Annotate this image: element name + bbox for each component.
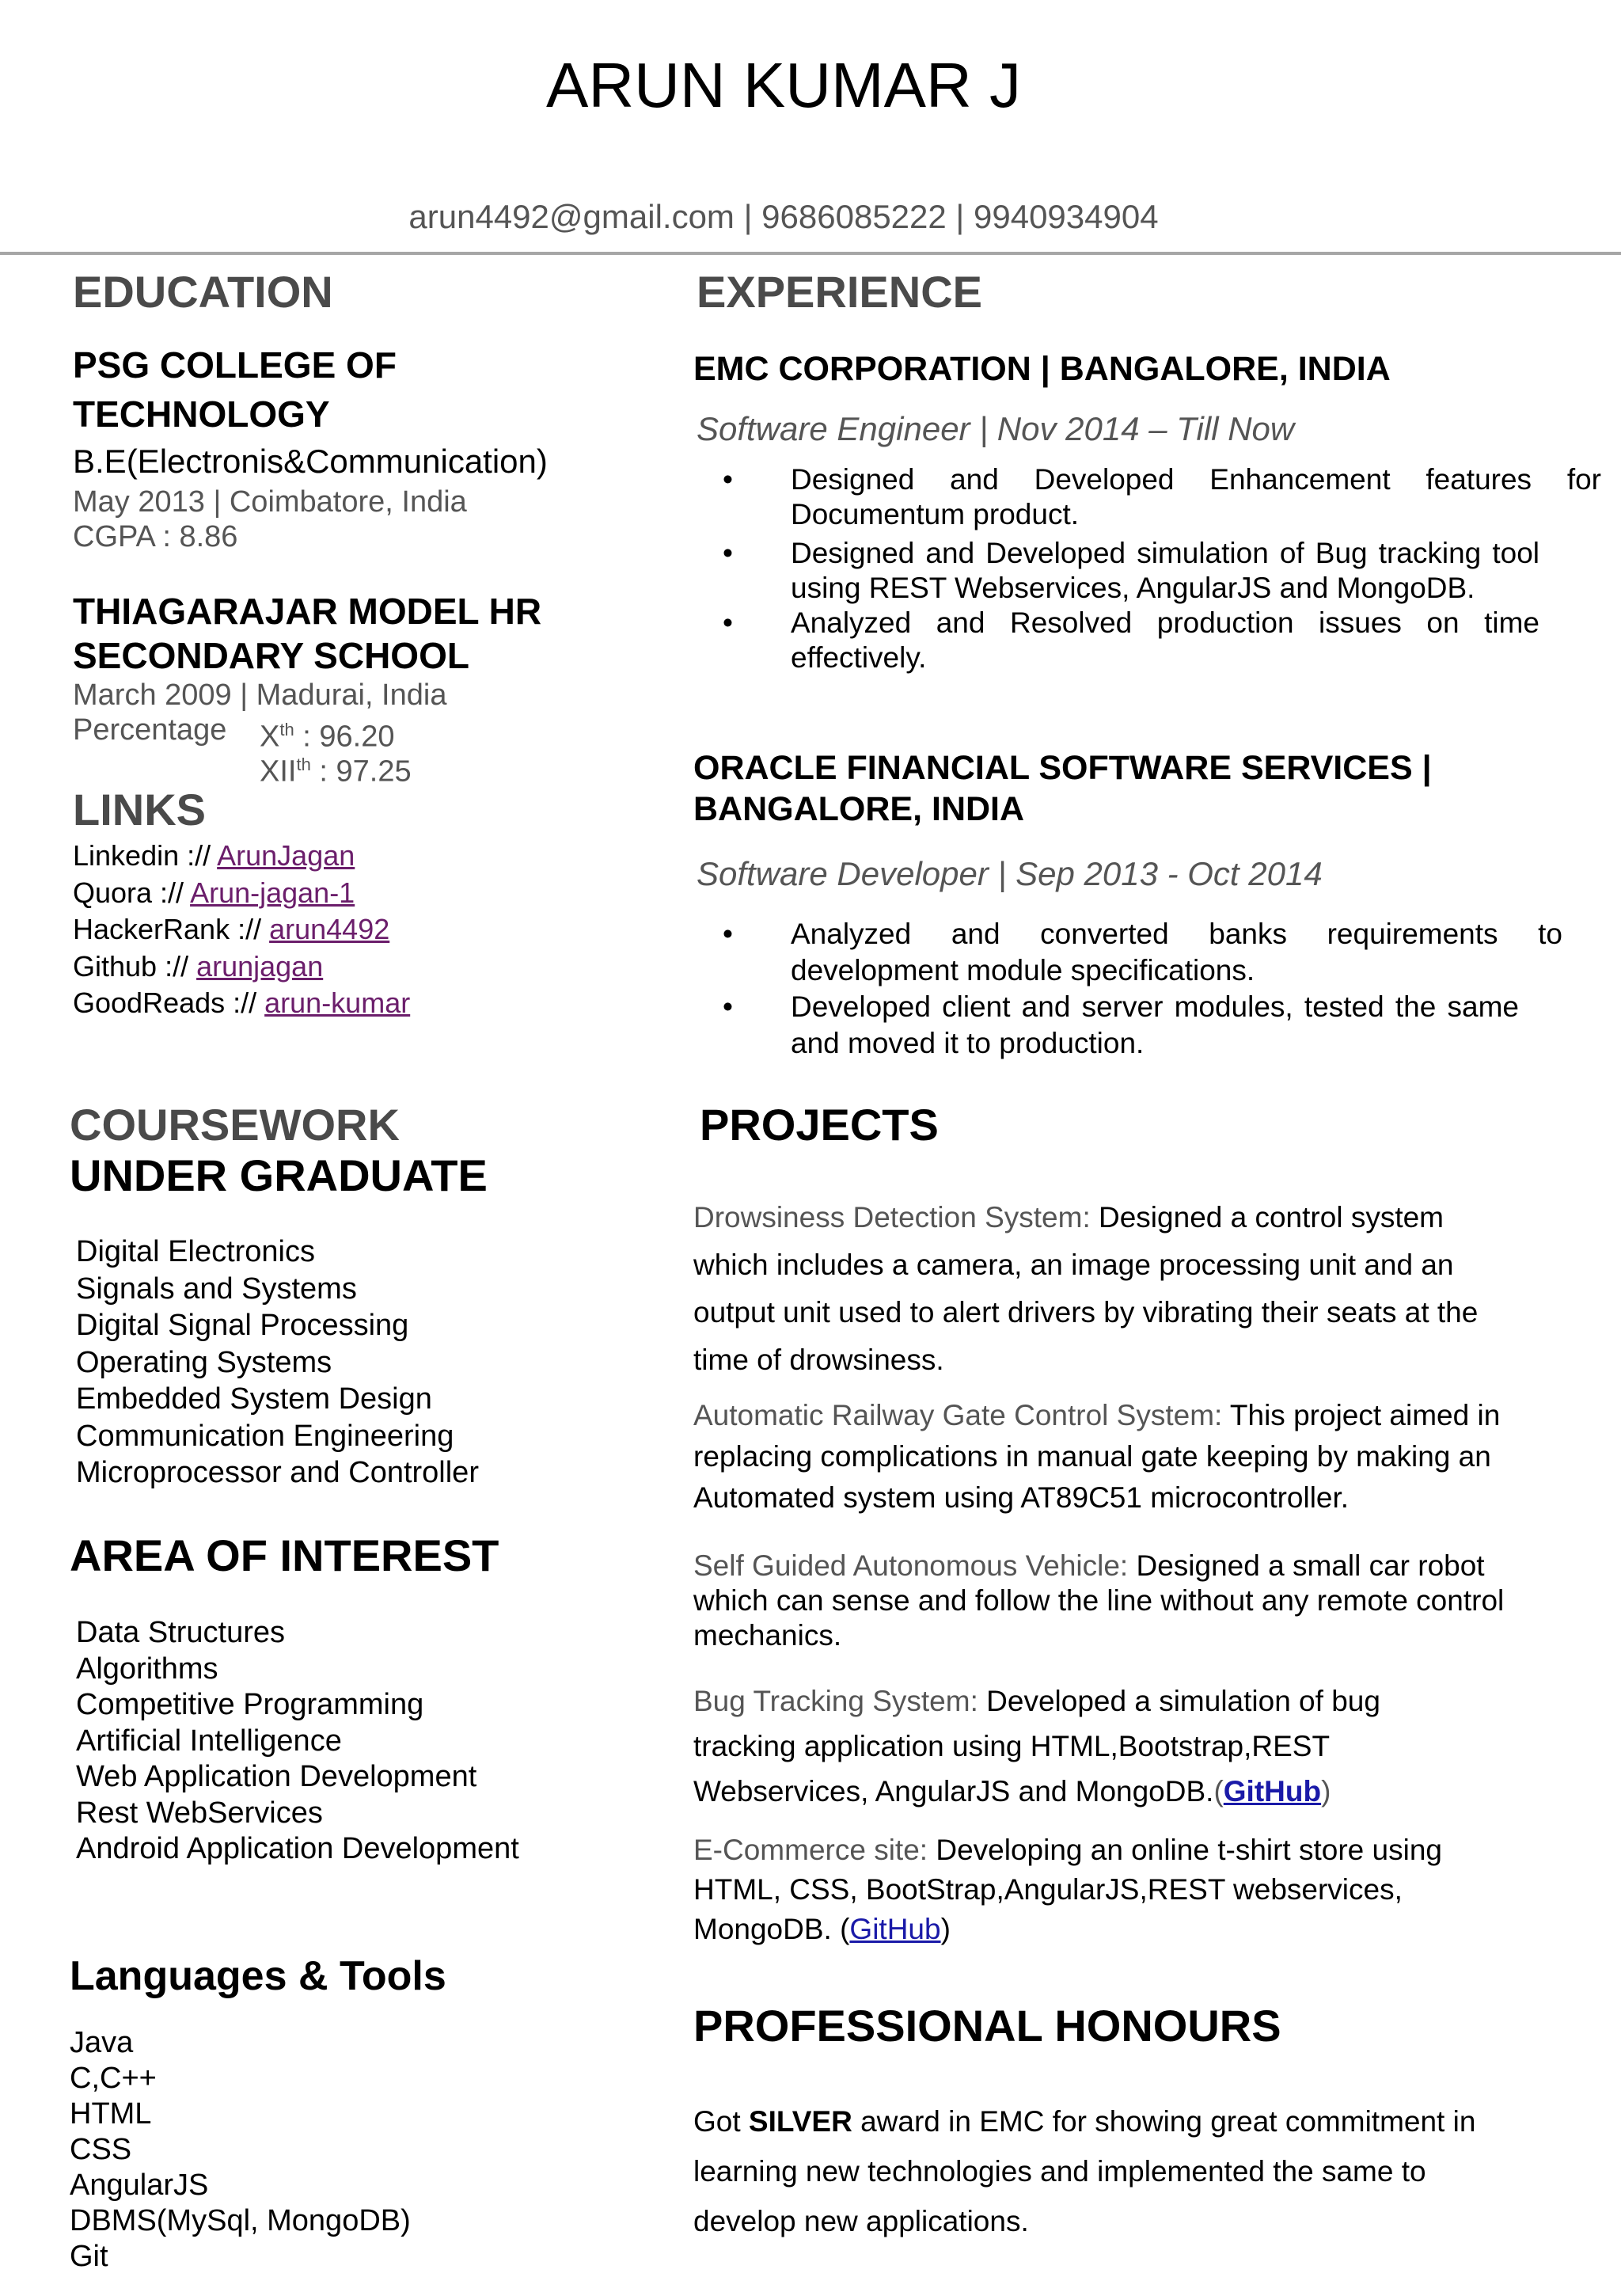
language-item: HTML <box>70 2097 152 2131</box>
school-name: TECHNOLOGY <box>73 393 330 435</box>
course-item: Signals and Systems <box>76 1272 357 1306</box>
job-company: ORACLE FINANCIAL SOFTWARE SERVICES | BANGALORE, INDIA <box>693 749 1432 828</box>
course-item: Digital Signal Processing <box>76 1309 409 1342</box>
grade-xii: XIIth : 97.25 <box>260 755 412 789</box>
github-link[interactable]: GitHub <box>1223 1775 1322 1808</box>
contact-line: arun4492@gmail.com | 9686085222 | 9940934904 <box>408 198 1159 235</box>
interest-item: Data Structures <box>76 1616 285 1649</box>
school-date-place: May 2013 | Coimbatore, India <box>73 485 467 519</box>
project-title: Automatic Railway Gate Control System: <box>693 1399 1223 1431</box>
school-psg <box>73 340 643 554</box>
experience-heading: EXPERIENCE <box>697 267 982 317</box>
school-name: PSG COLLEGE OF <box>73 344 397 386</box>
languages-heading: Languages & Tools <box>70 1953 446 1999</box>
job-role: Software Developer | Sep 2013 - Oct 2014 <box>697 855 1323 892</box>
language-item: Git <box>70 2240 108 2273</box>
project-title: E-Commerce site: <box>693 1834 928 1866</box>
link-row-hackerrank: HackerRank :// arun4492 <box>73 913 390 945</box>
school-date-place: March 2009 | Madurai, India <box>73 679 447 712</box>
degree: B.E(Electronis&Communication) <box>73 443 548 480</box>
link-row-github: Github :// arunjagan <box>73 949 324 983</box>
interest-item: Artificial Intelligence <box>76 1724 342 1758</box>
project-title: Drowsiness Detection System: <box>693 1201 1091 1234</box>
grade-x: Xth : 96.20 <box>260 720 395 754</box>
bullet-item: • Analyzed and converted banks requirements to development module specifications. <box>723 918 1562 986</box>
honours-heading: PROFESSIONAL HONOURS <box>693 2001 1281 2051</box>
grade-row <box>73 713 643 754</box>
school-thiagarajar <box>73 589 643 789</box>
project-item: Self Guided Autonomous Vehicle: Designed a small car robot which can sense and follow the line without any remote control mechanics. <box>693 1549 1505 1652</box>
bullet-item: • Developed client and server modules, tested the same and moved it to production. <box>723 990 1519 1059</box>
interest-item: Rest WebServices <box>76 1796 323 1830</box>
school-score: CGPA : 8.86 <box>73 520 238 553</box>
interest-list <box>76 1615 519 1868</box>
interest-heading: AREA OF INTEREST <box>70 1530 499 1580</box>
github-link[interactable]: GitHub <box>849 1913 941 1945</box>
course-item: Communication Engineering <box>76 1419 454 1453</box>
percentage-label: Percentage <box>73 713 227 747</box>
project-title: Self Guided Autonomous Vehicle: <box>693 1549 1129 1582</box>
interest-item: Algorithms <box>76 1652 218 1686</box>
language-item: AngularJS <box>70 2169 209 2202</box>
project-item: Bug Tracking System: Developed a simulation of bug tracking application using HTML,Bootstrap,REST Webservices, AngularJS and MongoDB.(GitHub) <box>693 1685 1380 1808</box>
school-name: SECONDARY SCHOOL <box>73 635 469 676</box>
link-row-goodreads: GoodReads :// arun-kumar <box>73 986 411 1019</box>
bullet-item: • Analyzed and Resolved production issues on time effectively. <box>723 606 1539 674</box>
coursework-list <box>76 1234 479 1492</box>
languages-list <box>70 2025 411 2275</box>
school-name: THIAGARAJAR MODEL HR <box>73 591 542 632</box>
course-item: Embedded System Design <box>76 1382 432 1416</box>
course-item: Digital Electronics <box>76 1235 315 1268</box>
language-item: CSS <box>70 2133 132 2166</box>
linkedin-link[interactable]: ArunJagan <box>217 839 355 872</box>
course-item: Microprocessor and Controller <box>76 1456 479 1489</box>
language-item: DBMS(MySql, MongoDB) <box>70 2204 411 2237</box>
bullet-item: • Designed and Developed simulation of Bug tracking tool using REST Webservices, AngularJS and MongoDB. <box>723 537 1539 604</box>
honours-text: Got SILVER award in EMC for showing great commitment in learning new technologies and implemented the same to develop new applications. <box>693 2105 1476 2237</box>
github-link[interactable]: arunjagan <box>196 949 324 983</box>
bullet-item: • Designed and Developed Enhancement features for Documentum product. <box>723 463 1601 530</box>
job-bullets <box>693 462 1601 675</box>
candidate-name: ARUN KUMAR J <box>545 50 1022 120</box>
interest-item: Web Application Development <box>76 1760 477 1793</box>
project-item: Automatic Railway Gate Control System: This project aimed in replacing complications in manual gate keeping by making an Automated system using AT89C51 microcontroller. <box>693 1399 1501 1514</box>
project-item: Drowsiness Detection System: Designed a control system which includes a camera, an image processing unit and an output unit used to alert drivers by vibrating their seats at the time of drowsiness. <box>693 1201 1479 1376</box>
links-list <box>73 838 410 1022</box>
education-heading: EDUCATION <box>73 267 333 317</box>
job-bullets <box>693 916 1562 1062</box>
course-item: Operating Systems <box>76 1345 332 1379</box>
job-company: EMC CORPORATION | BANGALORE, INDIA <box>693 350 1391 388</box>
quora-link[interactable]: Arun-jagan-1 <box>190 876 355 909</box>
coursework-subheading: UNDER GRADUATE <box>70 1150 488 1200</box>
coursework-heading: COURSEWORK <box>70 1100 400 1150</box>
project-title: Bug Tracking System: <box>693 1685 978 1717</box>
link-row-linkedin: Linkedin :// ArunJagan <box>73 839 355 872</box>
project-item: E-Commerce site: Developing an online t-shirt store using HTML, CSS, BootStrap,AngularJS,REST webservices, MongoDB. (GitHub) <box>693 1834 1442 1945</box>
link-row-quora: Quora :// Arun-jagan-1 <box>73 876 355 909</box>
language-item: C,C++ <box>70 2062 157 2095</box>
interest-item: Android Application Development <box>76 1832 519 1865</box>
job-role: Software Engineer | Nov 2014 – Till Now <box>697 410 1295 447</box>
header-divider <box>0 252 1621 255</box>
interest-item: Competitive Programming <box>76 1688 424 1721</box>
projects-heading: PROJECTS <box>700 1100 939 1150</box>
hackerrank-link[interactable]: arun4492 <box>269 913 390 945</box>
links-heading: LINKS <box>73 785 206 834</box>
goodreads-link[interactable]: arun-kumar <box>264 986 411 1019</box>
language-item: Java <box>70 2026 134 2059</box>
award-name: SILVER <box>748 2105 852 2138</box>
grade-row <box>73 747 643 789</box>
